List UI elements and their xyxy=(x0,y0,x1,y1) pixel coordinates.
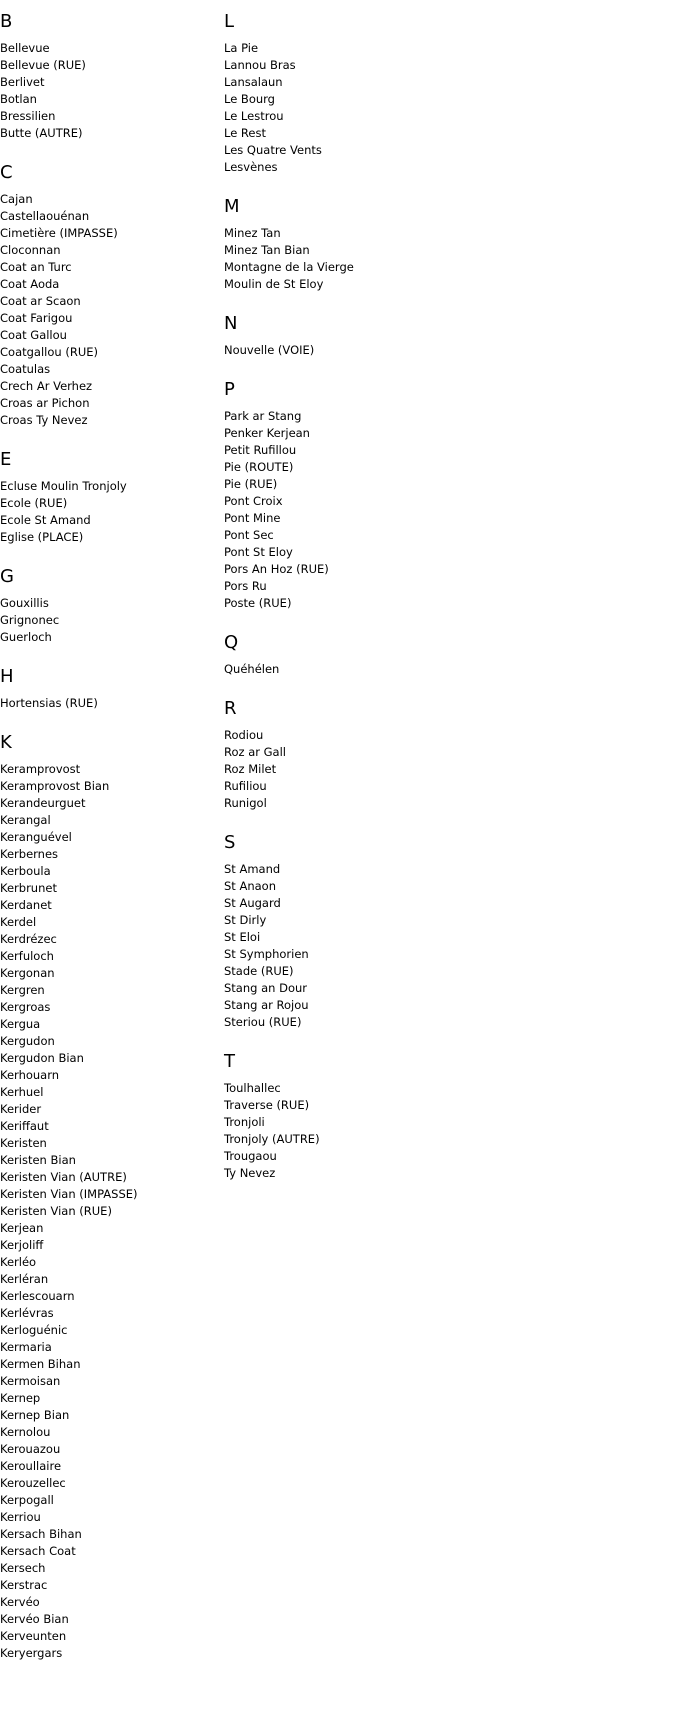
section-letter-heading: B xyxy=(0,11,13,32)
street-link-kerhouarn[interactable]: Kerhouarn xyxy=(0,1068,60,1082)
street-link-kerdrezec[interactable]: Kerdrézec xyxy=(0,932,57,946)
street-link-keriffaut[interactable]: Keriffaut xyxy=(0,1119,49,1133)
section-letter-heading: T xyxy=(224,1051,235,1072)
street-link-kergudon[interactable]: Kergudon xyxy=(0,1034,55,1048)
street-index-right-column xyxy=(224,0,464,1202)
street-link-kergonan[interactable]: Kergonan xyxy=(0,966,55,980)
street-link-park-ar-stang[interactable]: Park ar Stang xyxy=(224,409,302,423)
street-list xyxy=(0,191,220,429)
street-link-eglise-place[interactable]: Eglise (PLACE) xyxy=(0,530,84,544)
street-link-penker-kerjean[interactable]: Penker Kerjean xyxy=(224,426,310,440)
section-letter-heading: E xyxy=(0,449,12,470)
street-link-cloconnan[interactable]: Cloconnan xyxy=(0,243,61,257)
street-link-kerveunten[interactable]: Kerveunten xyxy=(0,1629,67,1643)
street-link-st-augard[interactable]: St Augard xyxy=(224,896,281,910)
street-link-pors-ru[interactable]: Pors Ru xyxy=(224,579,267,593)
street-link-le-bourg[interactable]: Le Bourg xyxy=(224,92,275,106)
street-link-keristen-vian-impasse[interactable]: Keristen Vian (IMPASSE) xyxy=(0,1187,138,1201)
street-link-toulhallec[interactable]: Toulhallec xyxy=(224,1081,281,1095)
section-letter-heading: H xyxy=(0,666,14,687)
street-list xyxy=(0,478,220,546)
street-link-stang-ar-rojou[interactable]: Stang ar Rojou xyxy=(224,998,309,1012)
letter-section-r xyxy=(224,698,464,812)
street-link-bellevue[interactable]: Bellevue xyxy=(0,41,50,55)
street-link-kernep-bian[interactable]: Kernep Bian xyxy=(0,1408,70,1422)
letter-section-n xyxy=(224,313,464,359)
street-link-stang-an-dour[interactable]: Stang an Dour xyxy=(224,981,307,995)
street-link-keristen-bian[interactable]: Keristen Bian xyxy=(0,1153,76,1167)
street-link-kerouazou[interactable]: Kerouazou xyxy=(0,1442,61,1456)
street-link-croas-ar-pichon[interactable]: Croas ar Pichon xyxy=(0,396,90,410)
street-link-kerangal[interactable]: Kerangal xyxy=(0,813,51,827)
section-letter-heading: L xyxy=(224,11,235,32)
street-link-nouvelle-voie[interactable]: Nouvelle (VOIE) xyxy=(224,343,315,357)
street-link-kergudon-bian[interactable]: Kergudon Bian xyxy=(0,1051,84,1065)
street-link-traverse-rue[interactable]: Traverse (RUE) xyxy=(224,1098,310,1112)
street-link-roz-milet[interactable]: Roz Milet xyxy=(224,762,277,776)
section-letter-heading: Q xyxy=(224,632,239,653)
street-link-keranguevel[interactable]: Keranguével xyxy=(0,830,72,844)
street-link-moulin-de-st-eloy[interactable]: Moulin de St Eloy xyxy=(224,277,324,291)
street-link-kerloguenic[interactable]: Kerloguénic xyxy=(0,1323,68,1337)
street-link-rufiliou[interactable]: Rufiliou xyxy=(224,779,267,793)
section-letter-heading: R xyxy=(224,698,237,719)
street-list xyxy=(0,595,220,646)
street-link-kersach-bihan[interactable]: Kersach Bihan xyxy=(0,1527,82,1541)
street-link-kerdanet[interactable]: Kerdanet xyxy=(0,898,52,912)
street-link-le-rest[interactable]: Le Rest xyxy=(224,126,266,140)
street-link-croas-ty-nevez[interactable]: Croas Ty Nevez xyxy=(0,413,88,427)
street-link-coatulas[interactable]: Coatulas xyxy=(0,362,51,376)
street-list xyxy=(224,861,464,1031)
street-link-keroullaire[interactable]: Keroullaire xyxy=(0,1459,62,1473)
street-link-kersech[interactable]: Kersech xyxy=(0,1561,46,1575)
street-link-kerbernes[interactable]: Kerbernes xyxy=(0,847,59,861)
street-link-kergren[interactable]: Kergren xyxy=(0,983,45,997)
letter-section-p xyxy=(224,379,464,612)
street-link-coat-an-turc[interactable]: Coat an Turc xyxy=(0,260,72,274)
street-link-keryergars[interactable]: Keryergars xyxy=(0,1646,63,1660)
street-index-left-column xyxy=(0,0,220,1682)
street-link-lannou-bras[interactable]: Lannou Bras xyxy=(224,58,296,72)
street-link-les-quatre-vents[interactable]: Les Quatre Vents xyxy=(224,143,322,157)
letter-section-s xyxy=(224,832,464,1031)
street-link-bellevue-rue[interactable]: Bellevue (RUE) xyxy=(0,58,86,72)
street-link-kerstrac[interactable]: Kerstrac xyxy=(0,1578,48,1592)
street-link-pont-st-eloy[interactable]: Pont St Eloy xyxy=(224,545,293,559)
street-link-kerlevras[interactable]: Kerlévras xyxy=(0,1306,54,1320)
street-link-crech-ar-verhez[interactable]: Crech Ar Verhez xyxy=(0,379,93,393)
street-link-keristen-vian-autre[interactable]: Keristen Vian (AUTRE) xyxy=(0,1170,127,1184)
letter-section-g xyxy=(0,566,220,646)
street-link-st-symphorien[interactable]: St Symphorien xyxy=(224,947,309,961)
street-link-ecole-st-amand[interactable]: Ecole St Amand xyxy=(0,513,91,527)
letter-section-b xyxy=(0,11,220,142)
street-link-kerlescouarn[interactable]: Kerlescouarn xyxy=(0,1289,75,1303)
street-link-st-eloi[interactable]: St Eloi xyxy=(224,930,261,944)
street-link-coat-farigou[interactable]: Coat Farigou xyxy=(0,311,73,325)
street-link-kerbrunet[interactable]: Kerbrunet xyxy=(0,881,57,895)
street-link-pont-mine[interactable]: Pont Mine xyxy=(224,511,281,525)
street-link-rodiou[interactable]: Rodiou xyxy=(224,728,264,742)
street-link-kerboula[interactable]: Kerboula xyxy=(0,864,51,878)
street-link-kerandeurguet[interactable]: Kerandeurguet xyxy=(0,796,86,810)
street-link-kerfuloch[interactable]: Kerfuloch xyxy=(0,949,54,963)
letter-section-q xyxy=(224,632,464,678)
street-link-kerjean[interactable]: Kerjean xyxy=(0,1221,44,1235)
street-list xyxy=(224,727,464,812)
street-link-minez-tan[interactable]: Minez Tan xyxy=(224,226,281,240)
letter-section-l xyxy=(224,11,464,176)
street-link-kerjoliff[interactable]: Kerjoliff xyxy=(0,1238,44,1252)
section-letter-heading: S xyxy=(224,832,236,853)
street-link-st-dirly[interactable]: St Dirly xyxy=(224,913,267,927)
section-letter-heading: K xyxy=(0,732,12,753)
street-link-castellaouenan[interactable]: Castellaouénan xyxy=(0,209,90,223)
section-letter-heading: C xyxy=(0,162,13,183)
street-list xyxy=(224,342,464,359)
street-link-minez-tan-bian[interactable]: Minez Tan Bian xyxy=(224,243,310,257)
street-link-ecole-rue[interactable]: Ecole (RUE) xyxy=(0,496,68,510)
street-link-ecluse-moulin-tronjoly[interactable]: Ecluse Moulin Tronjoly xyxy=(0,479,127,493)
street-link-coat-gallou[interactable]: Coat Gallou xyxy=(0,328,67,342)
street-link-kergroas[interactable]: Kergroas xyxy=(0,1000,51,1014)
street-link-pont-croix[interactable]: Pont Croix xyxy=(224,494,283,508)
street-link-berlivet[interactable]: Berlivet xyxy=(0,75,45,89)
street-link-butte-autre[interactable]: Butte (AUTRE) xyxy=(0,126,83,140)
street-link-pors-an-hoz-rue[interactable]: Pors An Hoz (RUE) xyxy=(224,562,329,576)
street-link-coat-ar-scaon[interactable]: Coat ar Scaon xyxy=(0,294,81,308)
street-list xyxy=(0,761,220,1662)
street-link-kerveo-bian[interactable]: Kervéo Bian xyxy=(0,1612,69,1626)
street-link-tronjoli[interactable]: Tronjoli xyxy=(224,1115,265,1129)
street-link-kermoisan[interactable]: Kermoisan xyxy=(0,1374,61,1388)
street-link-runigol[interactable]: Runigol xyxy=(224,796,267,810)
street-link-pont-sec[interactable]: Pont Sec xyxy=(224,528,274,542)
street-link-st-anaon[interactable]: St Anaon xyxy=(224,879,276,893)
street-link-gouxillis[interactable]: Gouxillis xyxy=(0,596,49,610)
street-link-la-pie[interactable]: La Pie xyxy=(224,41,259,55)
street-link-kernolou[interactable]: Kernolou xyxy=(0,1425,51,1439)
street-link-st-amand[interactable]: St Amand xyxy=(224,862,281,876)
street-link-cajan[interactable]: Cajan xyxy=(0,192,33,206)
street-link-petit-rufillou[interactable]: Petit Rufillou xyxy=(224,443,297,457)
street-link-poste-rue[interactable]: Poste (RUE) xyxy=(224,596,292,610)
street-link-kerleo[interactable]: Kerléo xyxy=(0,1255,37,1269)
letter-section-t xyxy=(224,1051,464,1182)
street-list xyxy=(224,1080,464,1182)
letter-section-e xyxy=(0,449,220,546)
street-link-kernep[interactable]: Kernep xyxy=(0,1391,41,1405)
section-letter-heading: G xyxy=(0,566,14,587)
street-link-montagne-de-la-vierge[interactable]: Montagne de la Vierge xyxy=(224,260,354,274)
street-link-keramprovost[interactable]: Keramprovost xyxy=(0,762,81,776)
street-link-keristen-vian-rue[interactable]: Keristen Vian (RUE) xyxy=(0,1204,112,1218)
street-link-bressilien[interactable]: Bressilien xyxy=(0,109,56,123)
street-link-kermaria[interactable]: Kermaria xyxy=(0,1340,52,1354)
street-link-quehelen[interactable]: Quéhélen xyxy=(224,662,280,676)
street-link-cimetiere-impasse[interactable]: Cimetière (IMPASSE) xyxy=(0,226,118,240)
street-link-kergua[interactable]: Kergua xyxy=(0,1017,41,1031)
street-link-grignonec[interactable]: Grignonec xyxy=(0,613,60,627)
street-link-coatgallou-rue[interactable]: Coatgallou (RUE) xyxy=(0,345,98,359)
street-link-keramprovost-bian[interactable]: Keramprovost Bian xyxy=(0,779,110,793)
street-list xyxy=(0,695,220,712)
section-letter-heading: M xyxy=(224,196,240,217)
street-link-kerveo[interactable]: Kervéo xyxy=(0,1595,40,1609)
street-link-kerider[interactable]: Kerider xyxy=(0,1102,42,1116)
street-link-kerpogall[interactable]: Kerpogall xyxy=(0,1493,54,1507)
street-link-roz-ar-gall[interactable]: Roz ar Gall xyxy=(224,745,286,759)
street-link-stade-rue[interactable]: Stade (RUE) xyxy=(224,964,294,978)
street-link-guerloch[interactable]: Guerloch xyxy=(0,630,52,644)
street-link-coat-aoda[interactable]: Coat Aoda xyxy=(0,277,60,291)
street-link-pie-rue[interactable]: Pie (RUE) xyxy=(224,477,278,491)
street-link-trougaou[interactable]: Trougaou xyxy=(224,1149,277,1163)
street-link-le-lestrou[interactable]: Le Lestrou xyxy=(224,109,284,123)
street-link-lesvenes[interactable]: Lesvènes xyxy=(224,160,278,174)
street-link-ty-nevez[interactable]: Ty Nevez xyxy=(224,1166,276,1180)
street-link-keristen[interactable]: Keristen xyxy=(0,1136,47,1150)
street-list xyxy=(224,225,464,293)
street-link-lansalaun[interactable]: Lansalaun xyxy=(224,75,283,89)
street-link-kerdel[interactable]: Kerdel xyxy=(0,915,37,929)
street-link-hortensias-rue[interactable]: Hortensias (RUE) xyxy=(0,696,98,710)
street-link-kersach-coat[interactable]: Kersach Coat xyxy=(0,1544,76,1558)
letter-section-k xyxy=(0,732,220,1662)
street-link-botlan[interactable]: Botlan xyxy=(0,92,37,106)
street-link-kerhuel[interactable]: Kerhuel xyxy=(0,1085,44,1099)
street-link-kerriou[interactable]: Kerriou xyxy=(0,1510,41,1524)
street-link-kermen-bihan[interactable]: Kermen Bihan xyxy=(0,1357,81,1371)
street-list xyxy=(224,408,464,612)
section-letter-heading: N xyxy=(224,313,238,334)
letter-section-c xyxy=(0,162,220,429)
street-link-tronjoly-autre[interactable]: Tronjoly (AUTRE) xyxy=(224,1132,320,1146)
street-link-kerouzellec[interactable]: Kerouzellec xyxy=(0,1476,66,1490)
street-list xyxy=(224,40,464,176)
letter-section-m xyxy=(224,196,464,293)
street-link-pie-route[interactable]: Pie (ROUTE) xyxy=(224,460,294,474)
section-letter-heading: P xyxy=(224,379,235,400)
street-list xyxy=(224,661,464,678)
letter-section-h xyxy=(0,666,220,712)
street-list xyxy=(0,40,220,142)
street-link-steriou-rue[interactable]: Steriou (RUE) xyxy=(224,1015,302,1029)
street-link-kerleran[interactable]: Kerléran xyxy=(0,1272,49,1286)
